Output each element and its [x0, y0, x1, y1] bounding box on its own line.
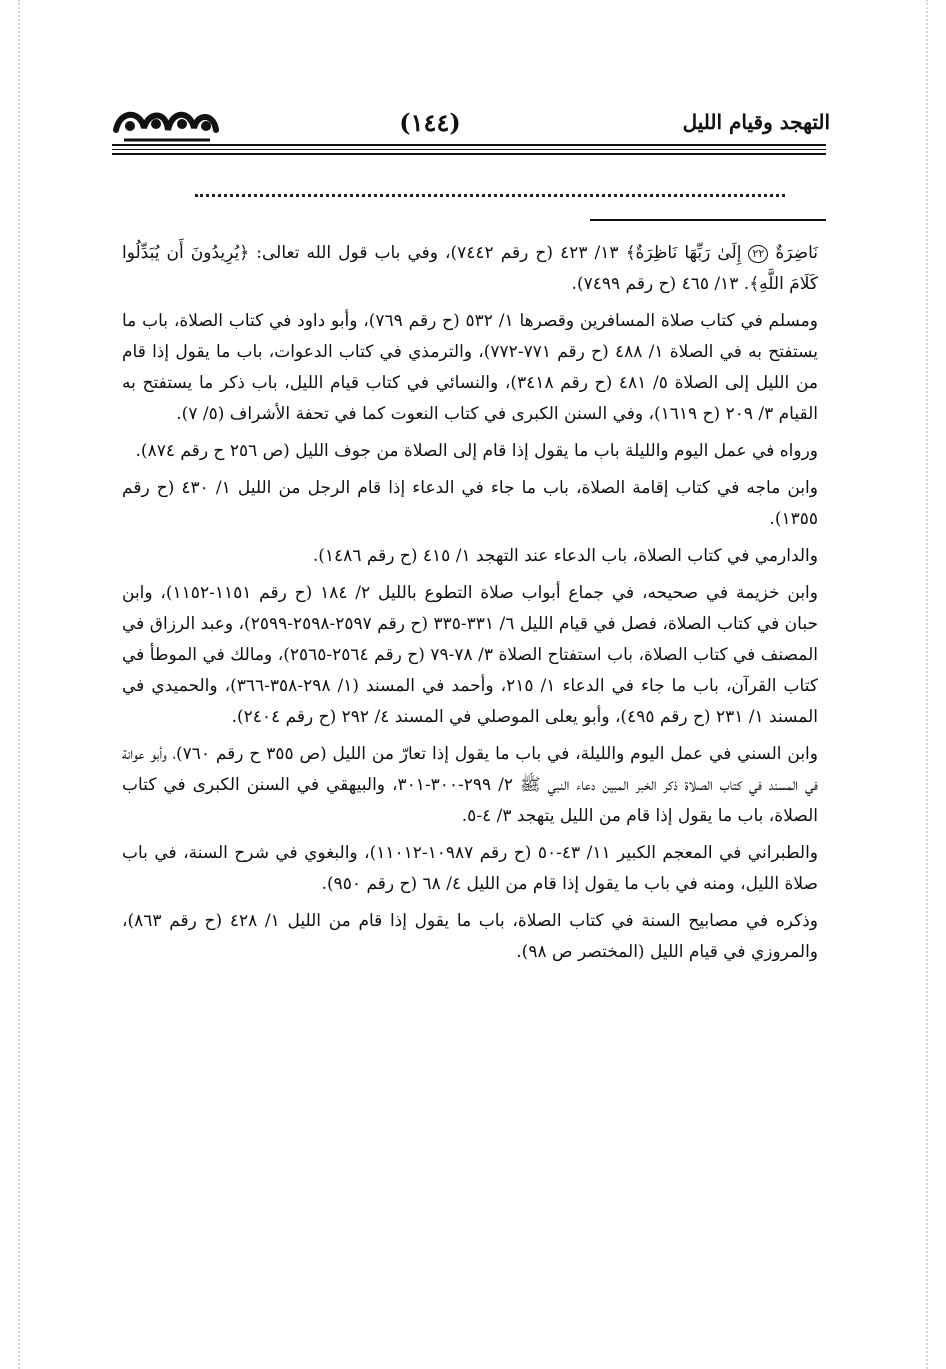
footnote-body	[122, 238, 818, 974]
footnote-paragraph: ومسلم في كتاب صلاة المسافرين وقصرها ١/ ٥٣٢ (ح رقم ٧٦٩)، وأبو داود في كتاب الصلاة، باب ما يستفتح به في الصلاة ١/ ٤٨٨ (ح رقم ٧٧١-٧٧٢)، والترمذي في كتاب الدعوات، باب ما يقول إذا قام من الليل إلى الصلاة ٥/ ٤٨١ (ح رقم ٣٤١٨)، والنسائي في كتاب قيام الليل، باب ذكر ما يستفتح به القيام ٣/ ٢٠٩ (ح ١٦١٩)، وفي السنن الكبرى في كتاب النعوت كما في تحفة الأشراف (٥/ ٧).	[122, 311, 819, 424]
header-rule-top	[112, 144, 826, 146]
dotted-leader	[195, 194, 785, 197]
header-rule-bottom	[112, 153, 826, 155]
left-margin-dots	[18, 0, 20, 1369]
footnote-leading-word: نَاضِرَةٌ	[775, 243, 819, 263]
footnote-paragraph: والطبراني في المعجم الكبير ١١/ ٤٣-٥٠ (ح رقم ١٠٩٨٧-١١٠١٢)، والبغوي في شرح السنة، في باب صلاة الليل، ومنه في باب ما يقول إذا قام من الليل ٤/ ٦٨ (ح رقم ٩٥٠).	[122, 843, 818, 894]
footnote-paragraph	[122, 238, 818, 300]
header-ornament-icon	[110, 100, 220, 148]
footnote-paragraph: وابن خزيمة في صحيحه، في جماع أبواب صلاة التطوع بالليل ٢/ ١٨٤ (ح رقم ١١٥١-١١٥٢)، وابن حبان في كتاب الصلاة، فصل في قيام الليل ٦/ ٣٣١-٣٣٥ (ح رقم ٢٥٩٧-٢٥٩٨-٢٥٩٩)، وعبد الرزاق في المصنف في كتاب الصلاة، باب استفتاح الصلاة ٣/ ٧٨-٧٩ (ح رقم ٢٥٦٤-٢٥٦٥)، ومالك في الموطأ في كتاب القرآن، باب ما جاء في الدعاء ١/ ٢١٥، وأحمد في المسند (١/ ٢٩٨-٣٥٨-٣٦٦)، والحميدي في المسند ١/ ٢٣١ (ح رقم ٤٩٥)، وأبو يعلى الموصلي في المسند ٤/ ٢٩٢ (ح رقم ٢٤٠٤).	[122, 583, 818, 727]
header-rule-middle	[112, 149, 826, 150]
footnote-rule	[590, 219, 826, 221]
footnote-paragraph: وابن ماجه في كتاب إقامة الصلاة، باب ما جاء في الدعاء إذا قام الرجل من الليل ١/ ٤٣٠ (ح رقم ١٣٥٥).	[122, 478, 818, 529]
footnote-paragraph: والدارمي في كتاب الصلاة، باب الدعاء عند التهجد ١/ ٤١٥ (ح رقم ١٤٨٦).	[312, 546, 818, 566]
right-margin-dots	[926, 0, 928, 1369]
footnote-paragraph: ورواه في عمل اليوم والليلة باب ما يقول إذا قام إلى الصلاة من جوف الليل (ص ٢٥٦ ح رقم ٨٧٤).	[135, 441, 818, 461]
footnote-paragraph: وابن السني في عمل اليوم والليلة، في باب ما يقول إذا تعارّ من الليل (ص ٣٥٥ ح رقم ٧٦٠)، وأبو عوانة في المسند في كتاب الصلاة ذكر الخبر المبين دعاء النبي ﷺ ٢/ ٢٩٩-٣٠٠-٣٠١، والبيهقي في السنن الكبرى في كتاب الصلاة، باب ما يقول إذا قام من الليل يتهجد ٣/ ٤-٥.	[122, 744, 818, 826]
page-header	[110, 100, 830, 150]
running-title: التهجد وقيام الليل	[682, 110, 830, 134]
footnote-paragraph: وذكره في مصابيح السنة في كتاب الصلاة، باب ما يقول إذا قام من الليل ١/ ٤٢٨ (ح رقم ٨٦٣)، والمروزي في قيام الليل (المختصر ص ٩٨).	[122, 911, 819, 962]
footnote-text: إِلَىٰ رَبِّهَا نَاظِرَةٌ﴾ ١٣/ ٤٢٣ (ح رقم ٧٤٤٢)، وفي باب قول الله تعالى: ﴿يُرِيدُونَ أَن يُبَدِّلُوا كَلَامَ اللَّهِ﴾. ١٣/ ٤٦٥ (ح رقم ٧٤٩٩).	[122, 243, 818, 294]
footnote-marker: ٢٢	[748, 245, 768, 263]
page-number: (١٤٤)	[399, 108, 461, 137]
